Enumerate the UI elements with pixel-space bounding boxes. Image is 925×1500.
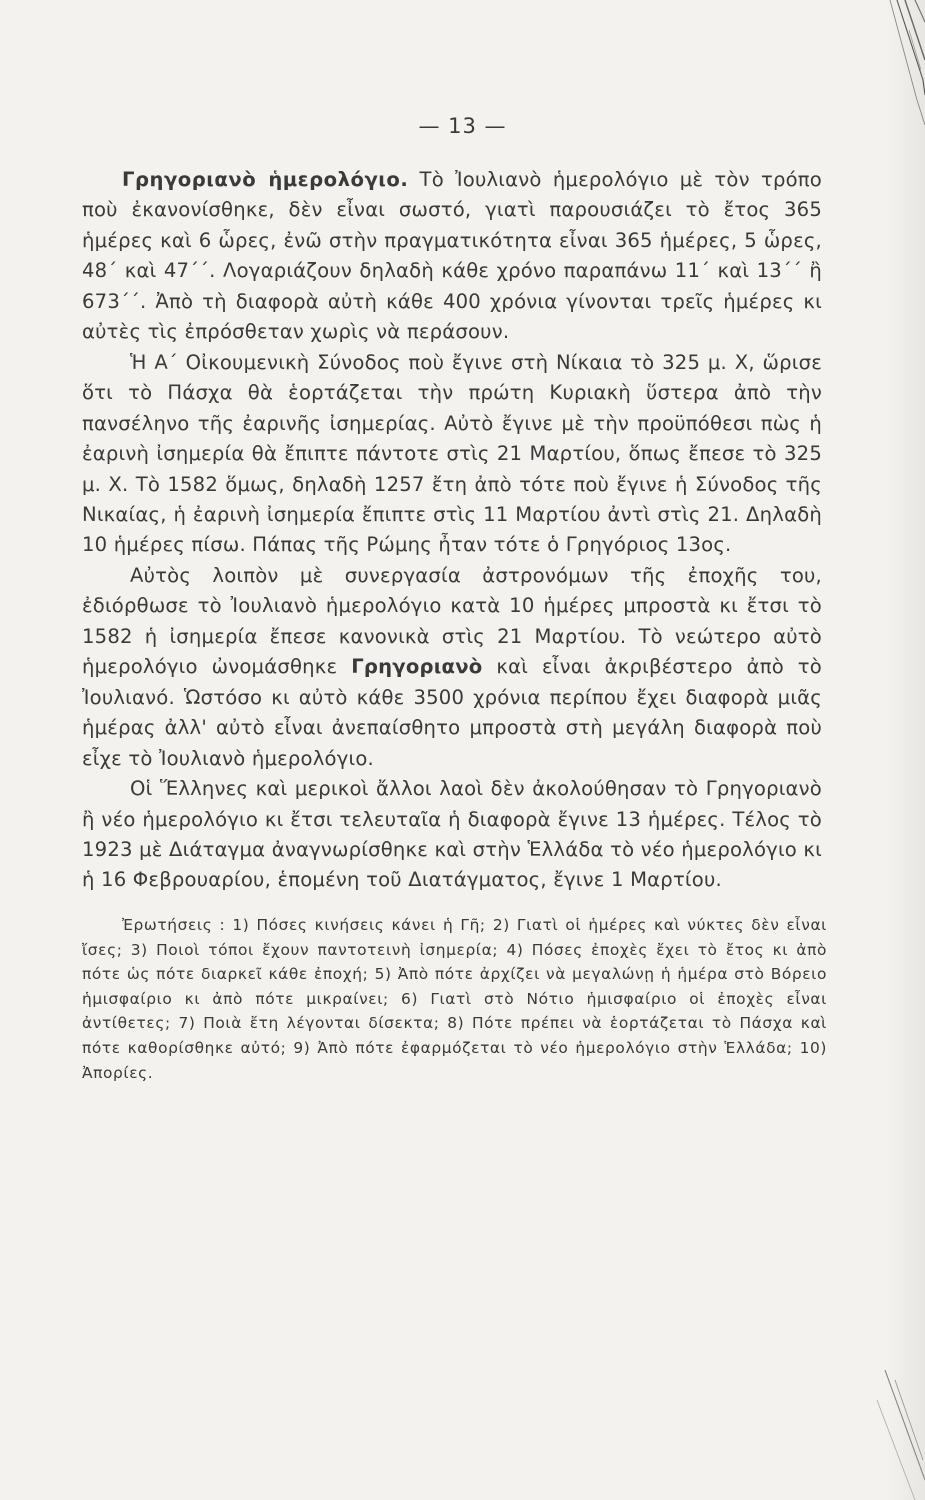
- bold-term-gregorian: Γρηγοριανὸ: [351, 655, 483, 679]
- section-heading: Γρηγοριανὸ ἡμερολόγιο.: [122, 168, 409, 191]
- corner-damage-bottom-right: [865, 1370, 925, 1500]
- paragraph-greek-adoption: Οἱ Ἕλληνες καὶ μερικοὶ ἄλλοι λαοὶ δὲν ἀκολούθησαν τὸ Γρηγοριανὸ ἢ νέο ἡμερολόγιο κι ἔτσι τελευταῖα ἡ διαφορὰ ἔγινε 13 ἡμέρες. Τέλος τὸ 1923 μὲ Διάταγμα ἀναγνωρίσθηκε καὶ στὴν Ἑλλάδα τὸ νέο ἡμερολόγιο κι ἡ 16 Φεβρουαρίου, ἑπομένη τοῦ Διατάγματος, ἔγινε 1 Μαρτίου.: [82, 777, 822, 892]
- page-number: — 13 —: [418, 114, 507, 138]
- paragraph-gregory-reform: [82, 561, 822, 774]
- questions-paragraph: [82, 913, 827, 1085]
- questions-label: Ἐρωτήσεις :: [122, 916, 226, 934]
- paragraph-gregorian-calendar: [82, 165, 822, 348]
- paragraph-3-text-before: Αὐτὸς λοιπὸν μὲ συνεργασία ἀστρονόμων τῆς ἐποχῆς του, ἐδιόρθωσε τὸ Ἰουλιανὸ ἡμερολόγιο κατὰ 10 ἡμέρες μπροστὰ κι ἔτσι τὸ 1582 ἡ ἰσημερία ἔπεσε κανονικὰ στὶς 21 Μαρτίου. Τὸ νεώτερο αὐτὸ ἡμερολόγιο ὠνομάσθηκε: [82, 563, 822, 679]
- review-questions: [82, 913, 827, 1085]
- paragraph-nicaea-council: Ἡ Α΄ Οἰκουμενικὴ Σύνοδος ποὺ ἔγινε στὴ Νίκαια τὸ 325 μ. Χ, ὥρισε ὅτι τὸ Πάσχα θὰ ἑορτάζεται τὴν πρώτη Κυριακὴ ὕστερα ἀπὸ τὴν πανσέληνο τῆς ἐαρινῆς ἰσημερίας. Αὐτὸ ἔγινε μὲ τὴν προϋπόθεσι πὼς ἡ ἐαρινὴ ἰσημερία θὰ ἔπιπτε πάντοτε στὶς 21 Μαρτίου, ὅπως ἔπεσε τὸ 325 μ. Χ. Τὸ 1582 ὅμως, δηλαδὴ 1257 ἔτη ἀπὸ τότε ποὺ ἔγινε ἡ Σύνοδος τῆς Νικαίας, ἡ ἐαρινὴ ἰσημερία ἔπιπτε στὶς 11 Μαρτίου ἀντὶ στὶς 21. Δηλαδὴ 10 ἡμέρες πίσω. Πάπας τῆς Ρώμης ἦταν τότε ὁ Γρηγόριος 13ος.: [82, 350, 822, 557]
- paragraph-3-text-after: καὶ εἶναι ἀκριβέστερο ἀπὸ τὸ Ἰουλιανό. Ὡστόσο κι αὐτὸ κάθε 3500 χρόνια περίπου ἔχει διαφορὰ μιᾶς ἡμέρας ἀλλ' αὐτὸ εἶναι ἀνεπαίσθητο μπροστὰ στὴ μεγάλη διαφορὰ ποὺ εἶχε τὸ Ἰουλιανὸ ἡμερολόγιο.: [82, 655, 822, 770]
- corner-damage-top-right: [845, 0, 925, 130]
- questions-text: 1) Πόσες κινήσεις κάνει ἡ Γῆ; 2) Γιατὶ οἱ ἡμέρες καὶ νύκτες δὲν εἶναι ἴσες; 3) Ποιοὶ τόποι ἔχουν παντοτεινὴ ἰσημερία; 4) Πόσες ἐποχὲς ἔχει τὸ ἔτος κι ἀπὸ πότε ὡς πότε διαρκεῖ κάθε ἐποχή; 5) Ἀπὸ πότε ἀρχίζει νὰ μεγαλώνῃ ἡ ἡμέρα στὸ Βόρειο ἡμισφαίριο κι ἀπὸ πότε μικραίνει; 6) Γιατὶ στὸ Νότιο ἡμισφαίριο οἱ ἐποχὲς εἶναι ἀντίθετες; 7) Ποιὰ ἔτη λέγονται δίσεκτα; 8) Πότε πρέπει νὰ ἑορτάζεται τὸ Πάσχα καὶ πότε καθορίσθηκε αὐτό; 9) Ἀπὸ πότε ἐφαρμόζεται τὸ νέο ἡμερολόγιο στὴν Ἑλλάδα; 10) Ἀπορίες.: [82, 916, 827, 1082]
- main-text: [82, 165, 822, 896]
- paragraph-1-text: Τὸ Ἰουλιανὸ ἡμερολόγιο μὲ τὸν τρόπο ποὺ ἐκανονίσθηκε, δὲν εἶναι σωστό, γιατὶ παρουσιάζει τὸ ἔτος 365 ἡμέρες καὶ 6 ὧρες, ἐνῶ στὴν πραγματικότητα εἶναι 365 ἡμέρες, 5 ὧρες, 48΄ καὶ 47΄΄. Λογαριάζουν δηλαδὴ κάθε χρόνο παραπάνω 11΄ καὶ 13΄΄ ἢ 673΄΄. Ἀπὸ τὴ διαφορὰ αὐτὴ κάθε 400 χρόνια γίνονται τρεῖς ἡμέρες κι αὐτὲς τὶς ἐπρόσθεταν χωρὶς νὰ περάσουν.: [82, 168, 822, 344]
- page-edge-shadow: [885, 0, 925, 1500]
